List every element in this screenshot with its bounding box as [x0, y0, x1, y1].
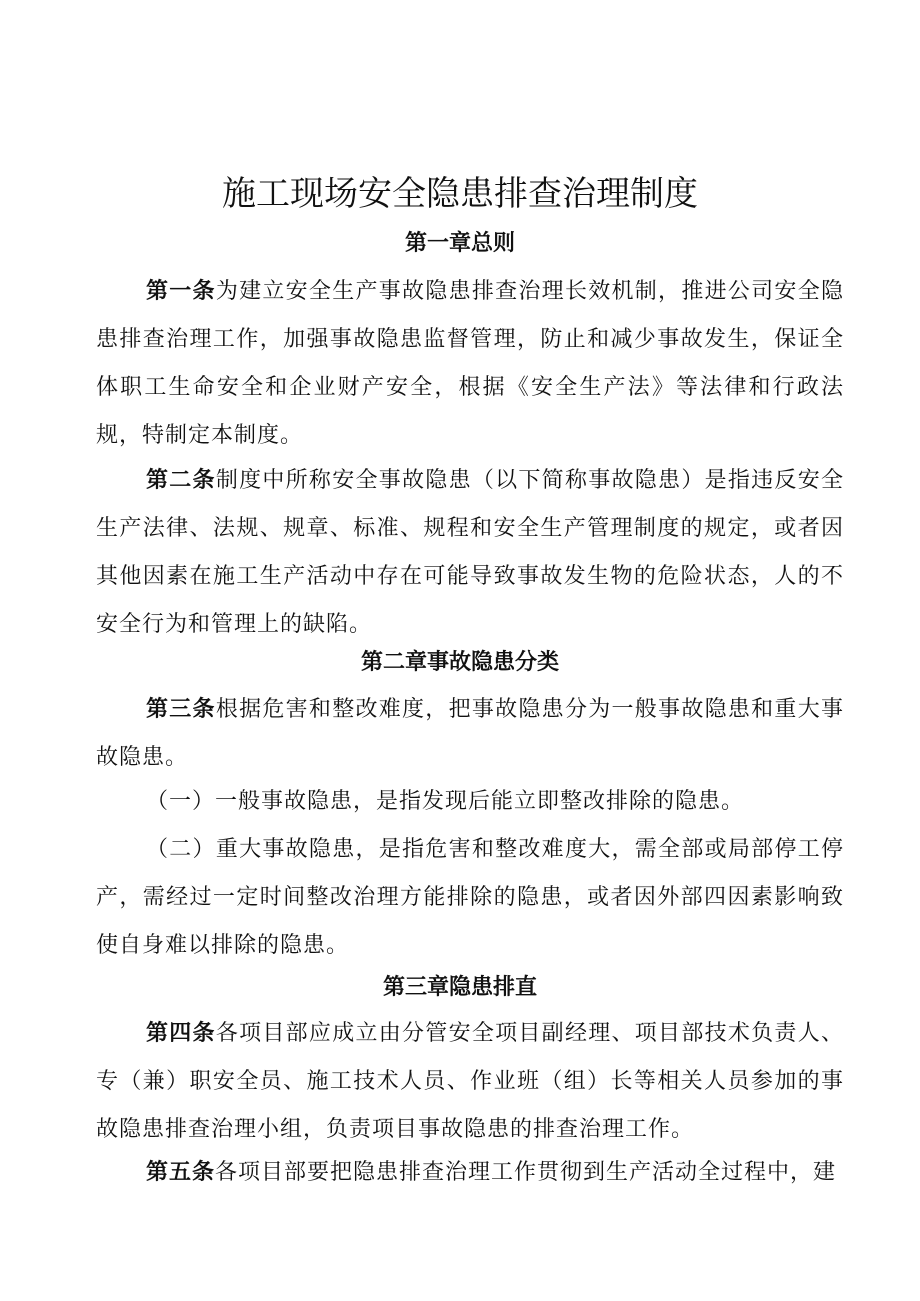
article-lead: 第二条: [146, 468, 216, 493]
article-text: 为建立安全生产事故隐患排查治理长效机制，推进公司安全隐患排查治理工作，加强事故隐患监督管理，防止和减少事故发生，保证全体职工生命安全和企业财产安全，根据《安全生产法》等法律和行政法规，特制定本制度。: [96, 279, 844, 448]
article-lead: 第三条: [146, 697, 216, 722]
article-text: 根据危害和整改难度，把事故隐患分为一般事故隐患和重大事故隐患。: [96, 697, 844, 770]
article-text: （一）一般事故隐患，是指发现后能立即整改排除的隐患。: [146, 789, 745, 814]
article-paragraph: [96, 268, 844, 460]
article-lead: 第一条: [146, 279, 216, 304]
article-paragraph: [96, 1010, 844, 1154]
chapter-heading: 第一章总则: [404, 231, 515, 256]
article-paragraph: [96, 826, 844, 970]
article-lead: 第四条: [146, 1021, 216, 1046]
article-text: （二）重大事故隐患，是指危害和整改难度大，需全部或局部停工停产，需经过一定时间整改治理方能排除的隐患，或者因外部四因素影响致使自身难以排除的隐患。: [96, 837, 844, 958]
article-text: 各项目部要把隐患排查治理工作贯彻到生产活动全过程中，建: [215, 1160, 837, 1185]
article-paragraph: [96, 1149, 844, 1197]
article-lead: 第五条: [146, 1160, 216, 1185]
document-title: 施工现场安全隐患排查治理制度: [222, 174, 698, 214]
chapter-heading: 第三章隐患排直: [382, 975, 537, 1000]
article-paragraph: [96, 457, 844, 649]
article-text: 各项目部应成立由分管安全项目副经理、项目部技术负责人、专（兼）职安全员、施工技术人员、作业班（组）长等相关人员参加的事故隐患排查治理小组，负责项目事故隐患的排查治理工作。: [96, 1021, 844, 1142]
article-paragraph: [96, 778, 844, 826]
article-paragraph: [96, 686, 844, 782]
chapter-heading: 第二章事故隐患分类: [360, 650, 559, 675]
article-text: 制度中所称安全事故隐患（以下简称事故隐患）是指违反安全生产法律、法规、规章、标准、规程和安全生产管理制度的规定，或者因其他因素在施工生产活动中存在可能导致事故发生物的危险状态，人的不安全行为和管理上的缺陷。: [96, 468, 844, 637]
